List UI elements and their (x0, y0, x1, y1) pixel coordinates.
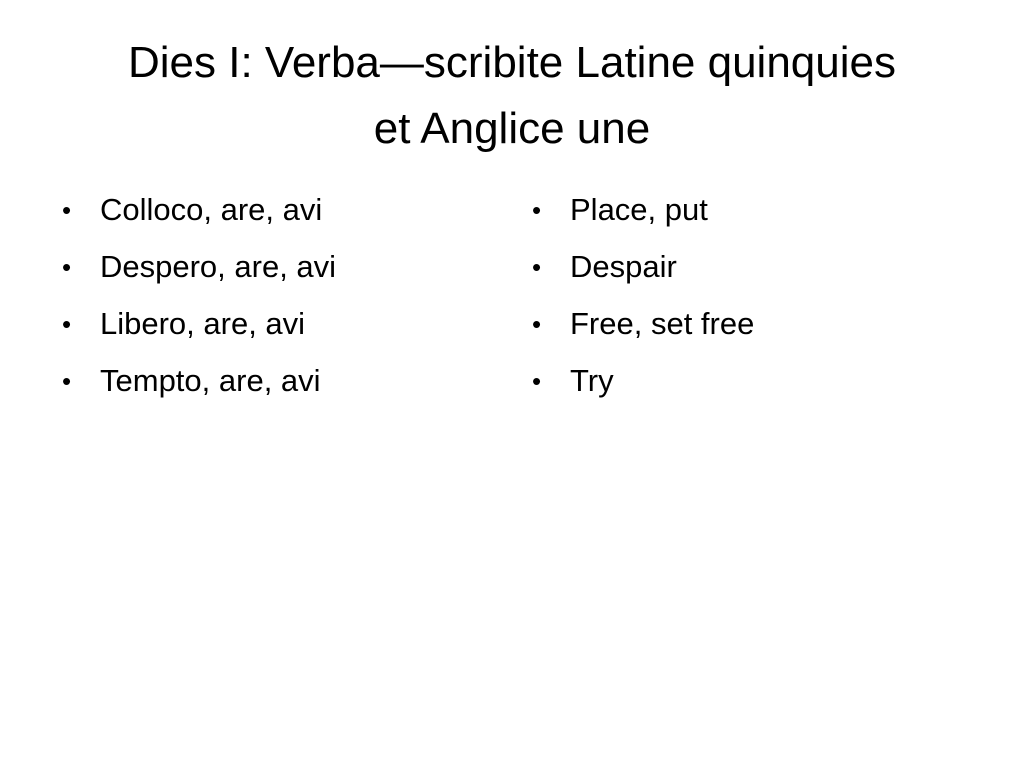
latin-verb: Libero, are, avi (100, 306, 306, 341)
bullet-icon: • (62, 252, 72, 282)
list-item (530, 359, 970, 416)
list-item (530, 302, 970, 359)
bullet-icon: • (62, 366, 72, 396)
list-item (60, 359, 480, 416)
latin-verb: Colloco, are, avi (100, 192, 323, 227)
bullet-icon: • (532, 195, 542, 225)
bullet-icon: • (62, 195, 72, 225)
english-meaning: Place, put (570, 192, 708, 227)
bullet-icon: • (532, 252, 542, 282)
english-meaning-list (530, 188, 970, 416)
latin-verb: Tempto, are, avi (100, 363, 321, 398)
list-item (530, 245, 970, 302)
english-meaning: Try (570, 363, 614, 398)
english-meaning: Despair (570, 249, 677, 284)
bullet-icon: • (62, 309, 72, 339)
list-item (530, 188, 970, 245)
list-item (60, 302, 480, 359)
list-item (60, 188, 480, 245)
latin-verb: Despero, are, avi (100, 249, 337, 284)
bullet-icon: • (532, 366, 542, 396)
slide-title (40, 30, 984, 162)
title-line-2: et Anglice une (373, 104, 651, 153)
title-line-1: Dies I: Verba—scribite Latine quinquies (128, 38, 896, 87)
list-item (60, 245, 480, 302)
english-meaning: Free, set free (570, 306, 755, 341)
latin-verb-list (60, 188, 480, 416)
bullet-icon: • (532, 309, 542, 339)
